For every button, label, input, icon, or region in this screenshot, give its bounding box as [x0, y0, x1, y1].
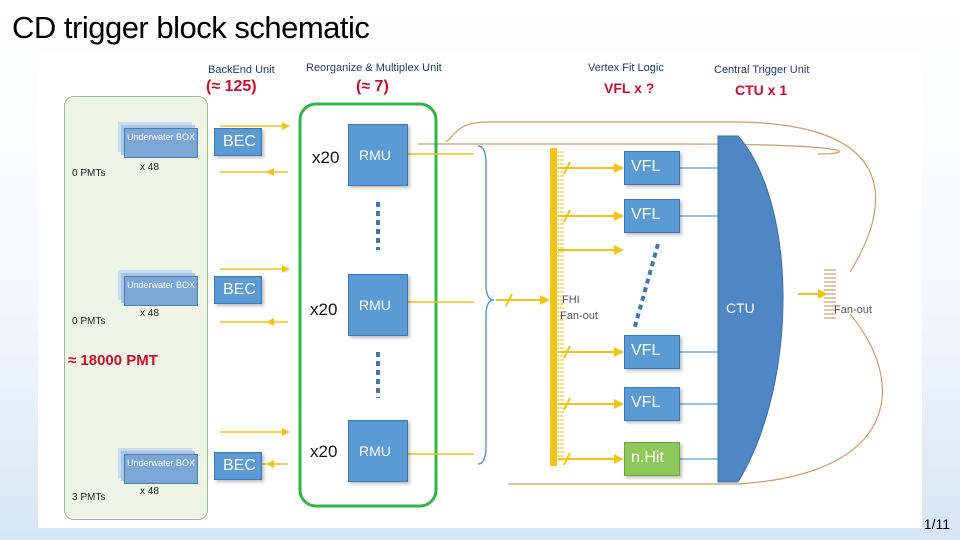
rmu-out-arrows [408, 154, 474, 454]
underwater-box-mid: Underwater BOX [124, 276, 198, 306]
rmu-mult-top: x20 [312, 148, 340, 167]
ctu-count: CTU x 1 [735, 82, 788, 98]
fhi-fanout-label: Fan-out [560, 310, 598, 322]
ctu-header: Central Trigger Unit [714, 64, 810, 76]
bec-rmu-arrowheads [266, 122, 290, 468]
bec-box-mid: BEC [214, 276, 262, 304]
vfl-box-1: VFL [624, 151, 680, 185]
pmt-count-top: 0 PMTs [72, 168, 106, 179]
backend-count: (≈ 125) [206, 78, 257, 95]
vfl-count: VFL x ? [604, 80, 655, 96]
rmu-bracket [478, 146, 494, 464]
backend-header: BackEnd Unit [208, 64, 275, 76]
slide-title: CD trigger block schematic [12, 10, 370, 45]
fhi-label: FHI [562, 294, 580, 306]
trigger-diagram [38, 54, 922, 528]
page-number: 1/11 [923, 516, 950, 532]
rmu-mult-mid: x20 [310, 300, 338, 319]
pmt-count-bot: 3 PMTs [72, 492, 106, 503]
nhit-box: n.Hit [624, 442, 680, 476]
box-mult-bot: x 48 [140, 486, 159, 497]
bec-box-top: BEC [214, 128, 262, 156]
fhi-comb [557, 152, 564, 460]
vfl-in-arrowheads [614, 163, 624, 464]
vfl-box-4: VFL [624, 387, 680, 421]
rmu-count: (≈ 7) [356, 78, 389, 95]
underwater-box-top: Underwater BOX [124, 128, 198, 158]
pmt-total: ≈ 18000 PMT [68, 352, 158, 369]
vfl-box-2: VFL [624, 199, 680, 233]
vfl-header: Vertex Fit Logic [588, 62, 664, 74]
bec-box-bot: BEC [214, 452, 262, 480]
rmu-box-bot: RMU [348, 420, 408, 482]
rmu-box-mid: RMU [348, 274, 408, 336]
vfl-box-3: VFL [624, 335, 680, 369]
pmt-count-mid: 0 PMTs [72, 316, 106, 327]
out-fanout-label: Fan-out [834, 304, 872, 316]
fhi-bar [550, 148, 557, 466]
rmu-mult-bot: x20 [310, 442, 338, 461]
box-mult-mid: x 48 [140, 308, 159, 319]
box-mult-top: x 48 [140, 162, 159, 173]
rmu-box-top: RMU [348, 124, 408, 186]
underwater-box-bot: Underwater BOX [124, 454, 198, 484]
rmu-header: Reorganize & Multiplex Unit [306, 62, 442, 74]
ctu-label: CTU [726, 300, 755, 316]
